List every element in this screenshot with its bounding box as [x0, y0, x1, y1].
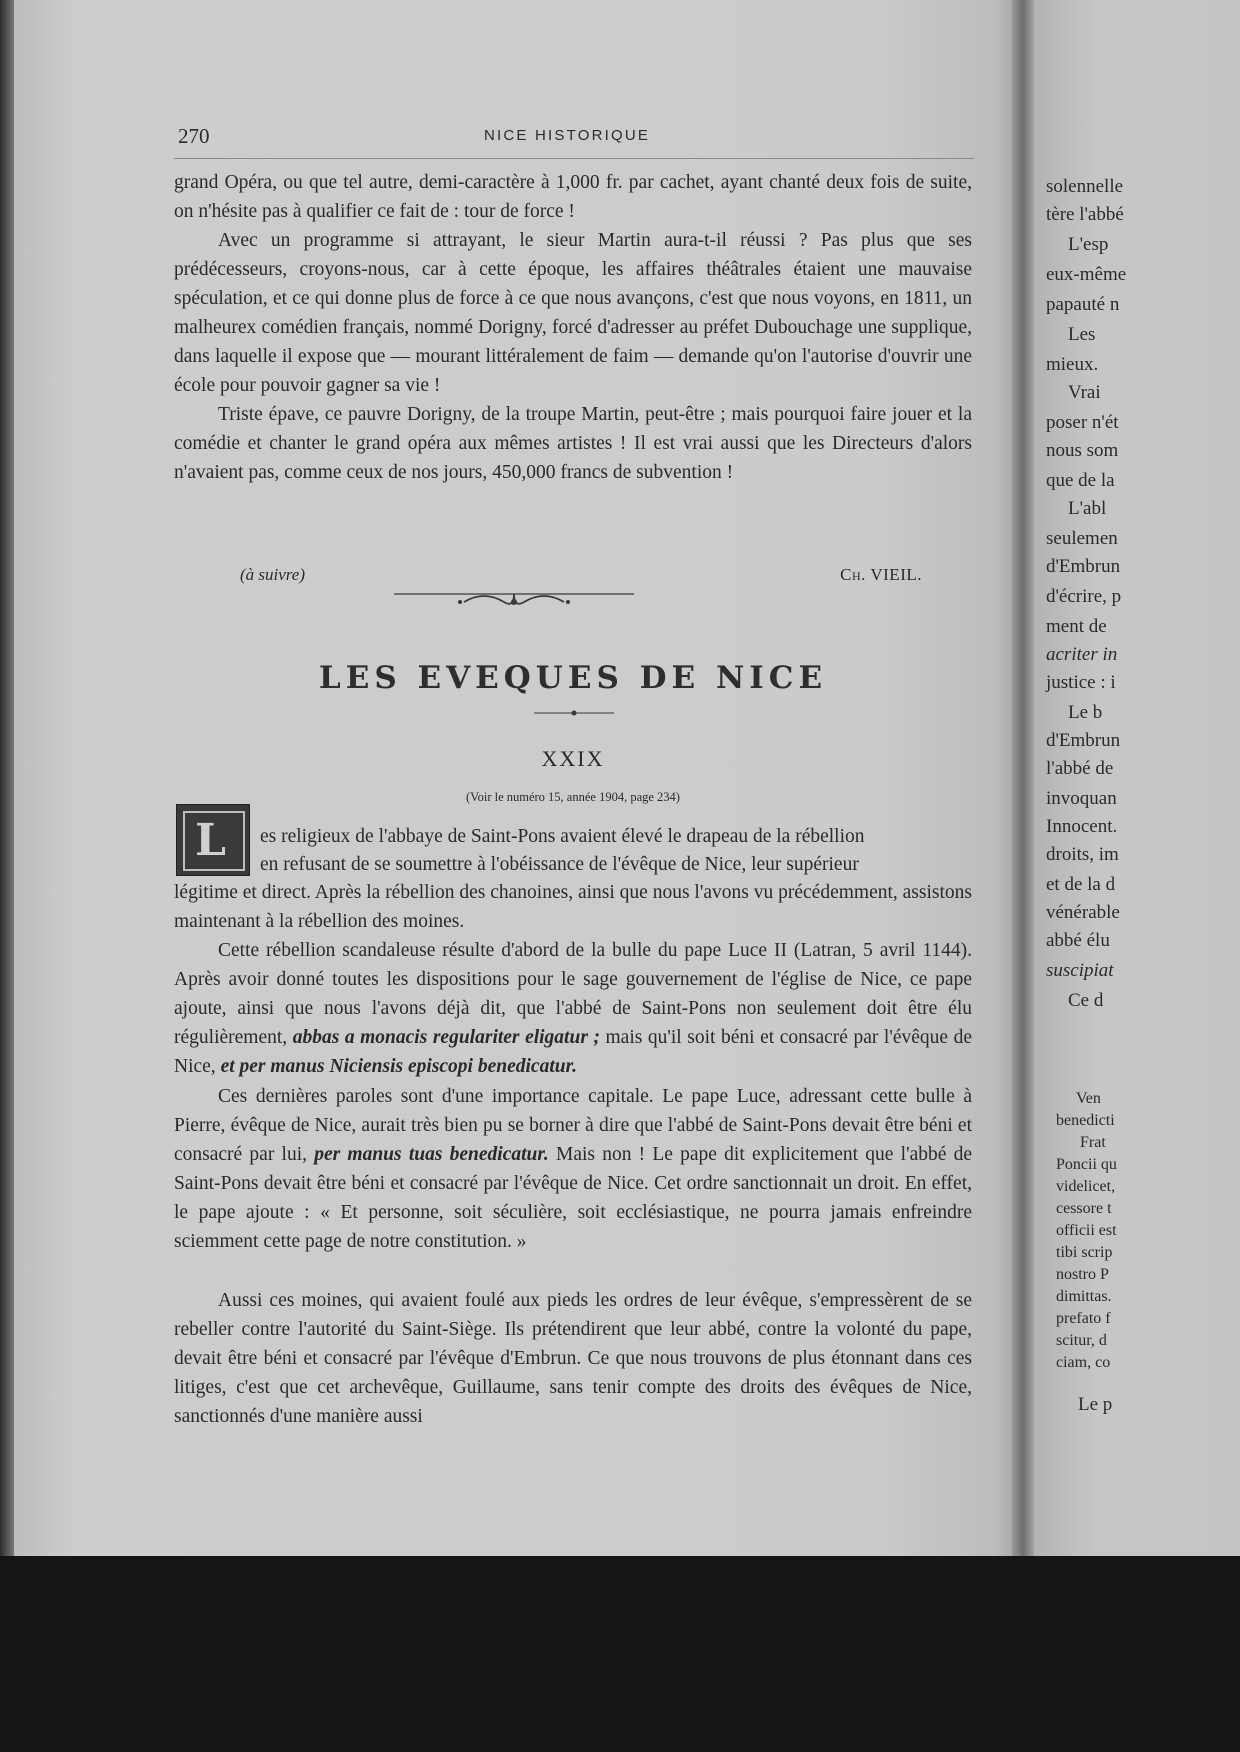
paragraph: grand Opéra, ou que tel autre, demi-caractère à 1,000 fr. par cachet, ayant chanté deux fois de suite, on n'hésite pas à qualifier ce fait de : tour de force !	[174, 172, 972, 222]
paragraph-line: es religieux de l'abbaye de Saint-Pons avaient élevé le drapeau de la rébellion	[260, 826, 865, 847]
paragraph: Aussi ces moines, qui avaient foulé aux pieds les ordres de leur évêque, s'empressèrent de se rebeller contre l'autorité du Saint-Siège. Ils prétendirent que leur abbé, contre la volonté du pape, devait être béni et consacré par l'évêque d'Embrun. Ce que nous trouvons de plus étonnant dans ces litiges, c'est que cet archevêque, Guillaume, sans tenir compte des droits des évêques de Nice, sanctionnés d'une manière aussi	[174, 1290, 972, 1427]
author-name: Ch. VIEIL.	[840, 565, 922, 584]
running-title: NICE HISTORIQUE	[484, 127, 651, 144]
drop-cap-ornament	[176, 804, 250, 876]
paragraph: Avec un programme si attrayant, le sieur Martin aura-t-il réussi ? Pas plus que ses prédécesseurs, croyons-nous, car à cette époque, les affaires théâtrales étaient une mauvaise spéculation, et ce qui donne plus de force à ce que nous avançons, c'est que nous voyons, en 1811, un malheurex comédien français, nommé Dorigny, forcé d'adresser au préfet Dubouchage une supplique, dans laquelle il expose que — mourant littéralement de faim — demande qu'on l'autorise d'ouvrir une école pour pouvoir gagner sa vie !	[174, 230, 972, 396]
paragraph: Triste épave, ce pauvre Dorigny, de la troupe Martin, peut-être ; mais pourquoi faire jouer et la comédie et chanter le grand opéra aux mêmes artistes ! Il est vrai aussi que les Directeurs d'alors n'avaient pas, comme ceux de nos jours, 450,000 francs de subvention !	[174, 404, 972, 483]
small-ornament	[534, 708, 614, 718]
page-number: 270	[178, 124, 210, 148]
article-title: LES EVEQUES DE NICE	[318, 660, 828, 696]
drop-cap-letter: L	[195, 815, 226, 866]
scan-edge-shadow	[0, 0, 14, 1556]
right-page-fragment: solennelle tère l'abbé L'esp eux-même papauté n Les mieux. Vrai poser n'ét nous som que de la L'abl seulemen d'Embrun d'écrire, p ment de acriter in justice : i Le b d'Embrun l'abbé de invoquan Innocent. droits, im et de la d vénérable abbé élu suscipiat Ce d Ven benedicti Frat Poncii qu videlicet, cessore t officii est tibi scrip nostro P dimittas. prefato f scitur, d ciam, co Le p	[1034, 0, 1240, 1556]
ornament-divider	[394, 588, 634, 614]
continued-note: (à suivre)	[240, 565, 305, 584]
latin-quote: abbas a monacis regulariter eligatur ;	[292, 1027, 600, 1048]
scan-bottom-border	[0, 1556, 1240, 1752]
paragraph: légitime et direct. Après la rébellion des chanoines, ainsi que nous l'avons vu précédemment, assistons maintenant à la rébellion des moines.	[174, 882, 972, 932]
left-page	[14, 0, 1026, 1556]
chapter-number: XXIX	[541, 746, 605, 771]
paragraph-line: en refusant de se soumettre à l'obéissance de l'évêque de Nice, leur supérieur	[260, 854, 859, 875]
book-gutter	[1012, 0, 1034, 1556]
paragraph: Ces dernières paroles sont d'une importance capitale. Le pape Luce, adressant cette bulle à Pierre, évêque de Nice, aurait très bien pu se borner à dire que l'abbé de Saint-Pons devait être béni et consacré par lui, per manus tuas benedicatur. Mais non ! Le pape dit explicitement que l'abbé de Saint-Pons devait être béni et consacré par l'évêque de Nice. Cet ordre sanctionnait un droit. En effet, le pape ajoute : « Et personne, soit séculière, soit ecclésiastique, ne pourra jamais enfreindre sciemment cette page de notre constitution. »	[174, 1086, 973, 1252]
latin-quote: et per manus Niciensis episcopi benedicatur.	[220, 1056, 577, 1077]
chapter-reference: (Voir le numéro 15, année 1904, page 234)	[466, 790, 680, 804]
paragraph: Cette rébellion scandaleuse résulte d'abord de la bulle du pape Luce II (Latran, 5 avril 1144). Après avoir donné toutes les dispositions pour le sage gouvernement de l'église de Nice, ce pape ajoute, ainsi que nous l'avons déjà dit, que l'abbé de Saint-Pons non seulement doit être élu régulièrement, abbas a monacis regulariter eligatur ; mais qu'il soit béni et consacré par l'évêque de Nice, et per manus Niciensis episcopi benedicatur.	[174, 940, 972, 1077]
header-rule	[174, 158, 974, 159]
latin-quote: per manus tuas benedicatur.	[314, 1144, 549, 1165]
